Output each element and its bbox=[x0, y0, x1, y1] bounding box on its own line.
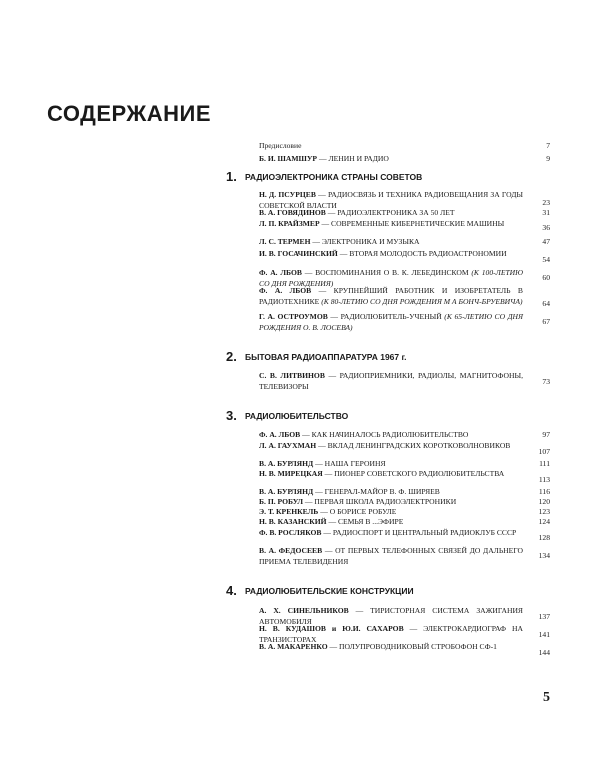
toc-entry: С. В. ЛИТВИНОВ — РАДИОПРИЕМНИКИ, РАДИОЛЫ, МАГНИТОФОНЫ, ТЕЛЕВИЗОРЫ bbox=[259, 371, 523, 391]
section-number: 3. bbox=[226, 408, 237, 423]
toc-entry: В. А. ФЕДОСЕЕВ — ОТ ПЕРВЫХ ТЕЛЕФОННЫХ СВЯЗЕЙ ДО ДАЛЬНЕГО ПРИЕМА ТЕЛЕВИДЕНИЯ bbox=[259, 546, 523, 566]
page-number: 111 bbox=[539, 459, 550, 468]
page-number: 128 bbox=[538, 533, 550, 542]
toc-entry: В. А. МАКАРЕНКО — ПОЛУПРОВОДНИКОВЫЙ СТРОБОФОН СФ-1 bbox=[259, 642, 497, 651]
page-number: 116 bbox=[538, 487, 550, 496]
page-number: 137 bbox=[538, 612, 550, 621]
page-number: 67 bbox=[542, 317, 550, 326]
toc-entry: Н. В. МИРЕЦКАЯ — ПИОНЕР СОВЕТСКОГО РАДИОЛЮБИТЕЛЬСТВА bbox=[259, 469, 505, 478]
author: Б. И. ШАМШУР bbox=[259, 154, 318, 163]
page-number: 113 bbox=[538, 475, 550, 484]
page-number: 124 bbox=[538, 517, 550, 526]
folio-page-number: 5 bbox=[543, 690, 550, 705]
toc-entry: Н. Д. ПСУРЦЕВ — РАДИОСВЯЗЬ И ТЕХНИКА РАДИОВЕЩАНИЯ ЗА ГОДЫ СОВЕТСКОЙ ВЛАСТИ bbox=[259, 190, 524, 210]
page-number: 60 bbox=[542, 273, 550, 282]
toc-entry: Э. Т. КРЕНКЕЛЬ — О БОРИСЕ РОБУЛЕ bbox=[259, 507, 397, 516]
page-number: 9 bbox=[546, 154, 550, 163]
page-number: 47 bbox=[542, 237, 550, 246]
toc-entry: Л. С. ТЕРМЕН — ЭЛЕКТРОНИКА И МУЗЫКА bbox=[259, 237, 420, 246]
section-number: 4. bbox=[226, 583, 237, 598]
page-number: 36 bbox=[542, 223, 550, 232]
page-number: 123 bbox=[538, 507, 550, 516]
section-title: РАДИОЛЮБИТЕЛЬСКИЕ КОНСТРУКЦИИ bbox=[245, 586, 414, 596]
page-number: 107 bbox=[538, 447, 550, 456]
toc-entry: Ф. В. РОСЛЯКОВ — РАДИОСПОРТ И ЦЕНТРАЛЬНЫЙ РАДИОКЛУБ СССР bbox=[259, 528, 517, 537]
toc-entry: Л. П. КРАЙЗМЕР — СОВРЕМЕННЫЕ КИБЕРНЕТИЧЕСКИЕ МАШИНЫ bbox=[259, 219, 505, 228]
page-number: 97 bbox=[542, 430, 550, 439]
toc-entry: Л. А. ГАУХМАН — ВКЛАД ЛЕНИНГРАДСКИХ КОРОТКОВОЛНОВИКОВ bbox=[259, 441, 511, 450]
toc-entry: И. В. ГОСАЧИНСКИЙ — ВТОРАЯ МОЛОДОСТЬ РАДИОАСТРОНОМИИ bbox=[259, 249, 507, 258]
toc-entry: Г. А. ОСТРОУМОВ — РАДИОЛЮБИТЕЛЬ-УЧЕНЫЙ (К 65-ЛЕТИЮ СО ДНЯ РОЖДЕНИЯ О. В. ЛОСЕВА) bbox=[259, 312, 523, 332]
page-title: СОДЕРЖАНИЕ bbox=[47, 101, 212, 126]
page-number: 141 bbox=[538, 630, 550, 639]
toc-entry: А. Х. СИНЕЛЬНИКОВ — ТИРИСТОРНАЯ СИСТЕМА ЗАЖИГАНИЯ АВТОМОБИЛЯ bbox=[259, 606, 523, 626]
toc-entry: В. А. БУРЛЯНД — НАША ГЕРОИНЯ bbox=[259, 459, 386, 468]
page-number: 134 bbox=[538, 551, 550, 560]
page-number: 7 bbox=[546, 141, 550, 150]
section-title: РАДИОЛЮБИТЕЛЬСТВО bbox=[245, 411, 349, 421]
toc-entry: Ф. А. ЛБОВ — КРУПНЕЙШИЙ РАБОТНИК И ИЗОБРЕТАТЕЛЬ В РАДИОТЕХНИКЕ (К 80-ЛЕТИЮ СО ДНЯ РОЖДЕНИЯ М А БОНЧ-БРУЕВИЧА) bbox=[259, 286, 524, 306]
toc-entry: Ф. А. ЛБОВ — КАК НАЧИНАЛОСЬ РАДИОЛЮБИТЕЛЬСТВО bbox=[259, 430, 469, 439]
page-number: 144 bbox=[538, 648, 550, 657]
section-title: РАДИОЭЛЕКТРОНИКА СТРАНЫ СОВЕТОВ bbox=[245, 172, 423, 182]
toc-entry: Б. И. ШАМШУР — ЛЕНИН И РАДИО bbox=[259, 154, 389, 163]
toc-entry: В. А. БУРЛЯНД — ГЕНЕРАЛ-МАЙОР В. Ф. ШИРЯЕВ bbox=[259, 487, 440, 496]
page-number: 73 bbox=[542, 377, 550, 386]
toc-entry: Ф. А. ЛБОВ — ВОСПОМИНАНИЯ О В. К. ЛЕБЕДИНСКОМ (К 100-ЛЕТИЮ СО ДНЯ РОЖДЕНИЯ) bbox=[259, 268, 523, 288]
toc-entry: Предисловие bbox=[259, 141, 302, 150]
section-title: БЫТОВАЯ РАДИОАППАРАТУРА 1967 г. bbox=[245, 352, 407, 362]
toc-entry: Н. В. КУДАШОВ и Ю.И. САХАРОВ — ЭЛЕКТРОКАРДИОГРАФ НА ТРАНЗИСТОРАХ bbox=[259, 624, 523, 644]
page-number: 64 bbox=[542, 299, 550, 308]
page-number: 54 bbox=[542, 255, 550, 264]
page-number: 120 bbox=[538, 497, 550, 506]
page-number: 31 bbox=[542, 208, 550, 217]
toc-entry: В. А. ГОВЯДИНОВ — РАДИОЭЛЕКТРОНИКА ЗА 50 ЛЕТ bbox=[259, 208, 455, 217]
page-number: 23 bbox=[542, 198, 550, 207]
toc-entry: Б. П. РОБУЛ — ПЕРВАЯ ШКОЛА РАДИОЭЛЕКТРОНИКИ bbox=[259, 497, 457, 506]
section-number: 1. bbox=[226, 169, 237, 184]
section-number: 2. bbox=[226, 349, 237, 364]
toc-entry: Н. В. КАЗАНСКИЙ — СЕМЬЯ В ...ЭФИРЕ bbox=[259, 517, 404, 526]
